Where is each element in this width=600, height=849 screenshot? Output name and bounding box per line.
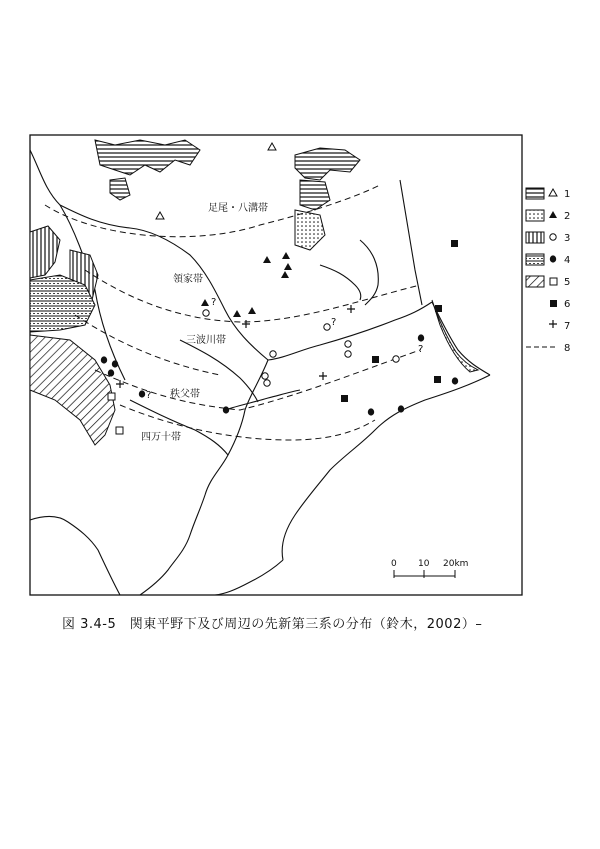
crosses <box>116 305 355 388</box>
legend-8: 8 <box>564 343 571 354</box>
outcrop-chichibu <box>30 335 115 445</box>
label-ryoke-belt: 領家帯 <box>173 274 203 285</box>
legend-4: 4 <box>564 255 571 266</box>
scale-tick-10: 10 <box>418 559 430 569</box>
open-circles <box>203 310 399 386</box>
label-shimanto-belt: 四万十帯 <box>141 432 181 443</box>
filled-circles <box>101 334 458 415</box>
legend-1: 1 <box>564 189 571 200</box>
label-ashio-belt: 足尾・八溝帯 <box>208 203 268 214</box>
question-mark-1: ? <box>211 297 217 308</box>
label-chichibu-belt: 秩父帯 <box>170 389 200 400</box>
legend-7: 7 <box>564 321 571 332</box>
question-mark-3: ? <box>146 390 152 401</box>
question-mark-4: ? <box>418 344 424 355</box>
scale-tick-0: 0 <box>391 559 397 569</box>
label-sambagawa-belt: 三波川帯 <box>186 335 226 346</box>
legend-3: 3 <box>564 233 571 244</box>
legend-2: 2 <box>564 211 571 222</box>
legend-5: 5 <box>564 277 571 288</box>
map-frame <box>30 135 522 595</box>
scale-bar <box>391 559 468 578</box>
question-mark-2: ? <box>331 317 337 328</box>
figure-caption: 図 3.4-5 関東平野下及び周辺の先新第三系の分布（鈴木，2002）– <box>62 617 483 632</box>
legend-6: 6 <box>564 299 571 310</box>
scale-tick-20km: 20km <box>443 559 469 569</box>
legend <box>526 188 570 354</box>
